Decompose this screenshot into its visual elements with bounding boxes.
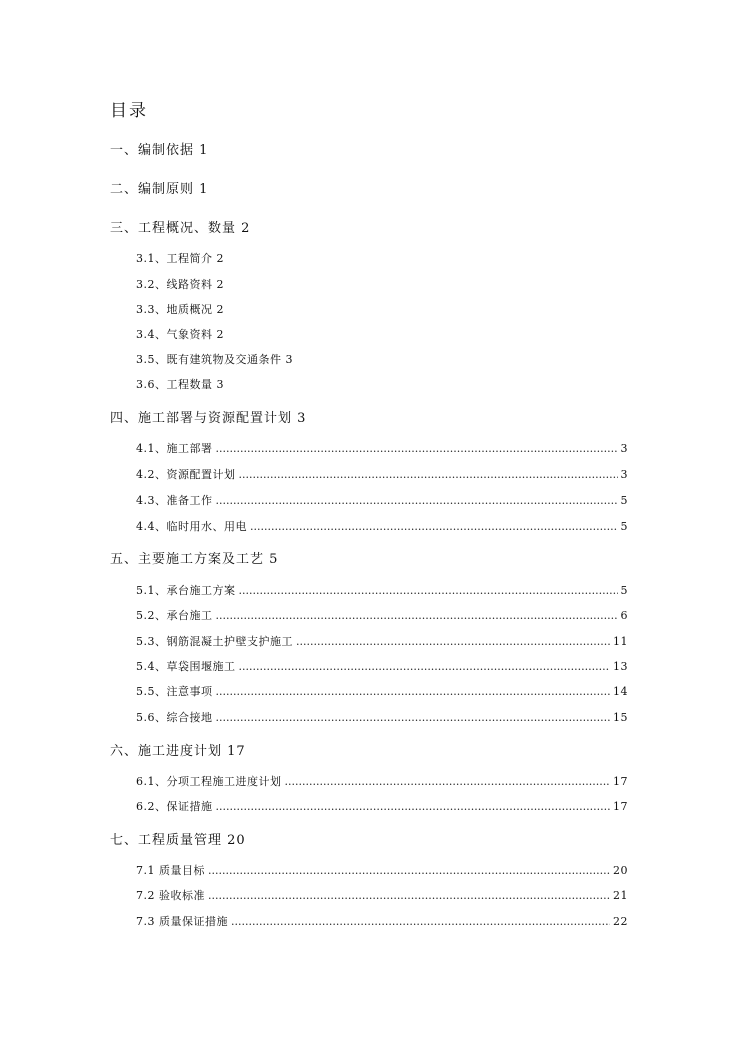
toc-item-page: 21 xyxy=(613,889,628,902)
toc-section-label: 七、工程质量管理 xyxy=(110,833,223,848)
dot-leader xyxy=(208,889,610,902)
toc-item-page: 17 xyxy=(613,775,628,788)
toc-item-label: 6.1、分项工程施工进度计划 xyxy=(136,775,282,788)
toc-item-page: 3 xyxy=(620,468,628,481)
toc-section-page: 20 xyxy=(227,833,246,848)
toc-item-page: 3 xyxy=(285,353,293,366)
toc-item-label: 5.1、承台施工方案 xyxy=(136,584,236,597)
toc-item-label: 3.1、工程简介 xyxy=(136,252,213,265)
toc-item-label: 3.6、工程数量 xyxy=(136,378,213,391)
toc-section-label: 五、主要施工方案及工艺 xyxy=(110,552,265,567)
toc-section-6[interactable] xyxy=(110,740,246,759)
toc-item-label: 5.4、草袋围堰施工 xyxy=(136,660,236,673)
dot-leader xyxy=(285,775,611,788)
dot-leader xyxy=(239,468,618,481)
toc-item-label: 4.3、准备工作 xyxy=(136,494,213,507)
toc-item-page: 13 xyxy=(613,660,628,673)
dot-leader xyxy=(231,915,610,928)
dot-leader xyxy=(216,685,611,698)
toc-section-page: 5 xyxy=(269,552,279,567)
toc-item-label: 3.4、气象资料 xyxy=(136,328,213,341)
toc-item-5-1[interactable] xyxy=(136,582,628,598)
toc-section-label: 一、编制依据 xyxy=(110,143,195,158)
toc-item-label: 3.2、线路资料 xyxy=(136,278,213,291)
toc-item-page: 5 xyxy=(620,584,628,597)
toc-item-page: 5 xyxy=(620,494,628,507)
toc-title: 目录 xyxy=(110,101,148,121)
toc-item-page: 2 xyxy=(216,278,224,291)
toc-section-label: 四、施工部署与资源配置计划 xyxy=(110,411,293,426)
toc-item-7-3[interactable] xyxy=(136,913,628,929)
toc-item-label: 7.1 质量目标 xyxy=(136,864,205,877)
toc-item-3-3[interactable] xyxy=(136,301,224,317)
dot-leader xyxy=(208,864,610,877)
toc-item-page: 6 xyxy=(620,609,628,622)
dot-leader xyxy=(216,711,611,724)
toc-item-page: 14 xyxy=(613,685,628,698)
toc-item-page: 2 xyxy=(216,328,224,341)
toc-section-7[interactable] xyxy=(110,829,246,848)
dot-leader xyxy=(296,635,610,648)
toc-item-5-4[interactable] xyxy=(136,658,628,674)
toc-section-2[interactable] xyxy=(110,178,208,197)
toc-section-page: 3 xyxy=(297,411,307,426)
toc-item-label: 4.1、施工部署 xyxy=(136,442,213,455)
toc-section-label: 二、编制原则 xyxy=(110,182,195,197)
toc-item-page: 2 xyxy=(216,252,224,265)
toc-section-4[interactable] xyxy=(110,407,306,426)
toc-item-5-2[interactable] xyxy=(136,607,628,623)
toc-item-3-5[interactable] xyxy=(136,351,293,367)
toc-item-3-1[interactable] xyxy=(136,250,224,266)
toc-section-page: 1 xyxy=(199,182,209,197)
toc-section-label: 三、工程概况、数量 xyxy=(110,221,237,236)
toc-section-3[interactable] xyxy=(110,217,250,236)
toc-item-page: 5 xyxy=(620,520,628,533)
toc-item-page: 15 xyxy=(613,711,628,724)
toc-section-5[interactable] xyxy=(110,548,278,567)
toc-section-page: 17 xyxy=(227,744,246,759)
toc-item-page: 11 xyxy=(613,635,628,648)
toc-item-label: 6.2、保证措施 xyxy=(136,800,213,813)
dot-leader xyxy=(239,584,618,597)
toc-item-page: 22 xyxy=(613,915,628,928)
toc-section-page: 1 xyxy=(199,143,209,158)
toc-item-label: 3.5、既有建筑物及交通条件 xyxy=(136,353,282,366)
toc-item-5-3[interactable] xyxy=(136,633,628,649)
toc-item-page: 20 xyxy=(613,864,628,877)
toc-item-label: 7.2 验收标准 xyxy=(136,889,205,902)
dot-leader xyxy=(239,660,611,673)
toc-item-3-2[interactable] xyxy=(136,276,224,292)
toc-item-label: 5.5、注意事项 xyxy=(136,685,213,698)
toc-item-page: 2 xyxy=(216,303,224,316)
toc-item-label: 5.6、综合接地 xyxy=(136,711,213,724)
toc-item-4-3[interactable] xyxy=(136,492,628,508)
toc-item-4-1[interactable] xyxy=(136,440,628,456)
dot-leader xyxy=(216,609,618,622)
dot-leader xyxy=(216,494,618,507)
toc-item-label: 5.2、承台施工 xyxy=(136,609,213,622)
toc-item-4-2[interactable] xyxy=(136,466,628,482)
toc-section-label: 六、施工进度计划 xyxy=(110,744,223,759)
toc-item-7-1[interactable] xyxy=(136,862,628,878)
toc-section-1[interactable] xyxy=(110,139,208,158)
toc-item-6-1[interactable] xyxy=(136,773,628,789)
toc-item-label: 4.2、资源配置计划 xyxy=(136,468,236,481)
toc-item-4-4[interactable] xyxy=(136,518,628,534)
toc-item-5-6[interactable] xyxy=(136,709,628,725)
dot-leader xyxy=(250,520,618,533)
dot-leader xyxy=(216,800,611,813)
toc-item-7-2[interactable] xyxy=(136,887,628,903)
toc-item-3-6[interactable] xyxy=(136,376,224,392)
dot-leader xyxy=(216,442,618,455)
toc-item-page: 3 xyxy=(216,378,224,391)
toc-item-6-2[interactable] xyxy=(136,798,628,814)
toc-item-label: 4.4、临时用水、用电 xyxy=(136,520,247,533)
toc-item-3-4[interactable] xyxy=(136,326,224,342)
toc-item-label: 3.3、地质概况 xyxy=(136,303,213,316)
toc-item-page: 17 xyxy=(613,800,628,813)
toc-item-label: 7.3 质量保证措施 xyxy=(136,915,228,928)
toc-section-page: 2 xyxy=(241,221,251,236)
toc-item-5-5[interactable] xyxy=(136,683,628,699)
toc-item-label: 5.3、钢筋混凝土护壁支护施工 xyxy=(136,635,293,648)
toc-item-page: 3 xyxy=(620,442,628,455)
